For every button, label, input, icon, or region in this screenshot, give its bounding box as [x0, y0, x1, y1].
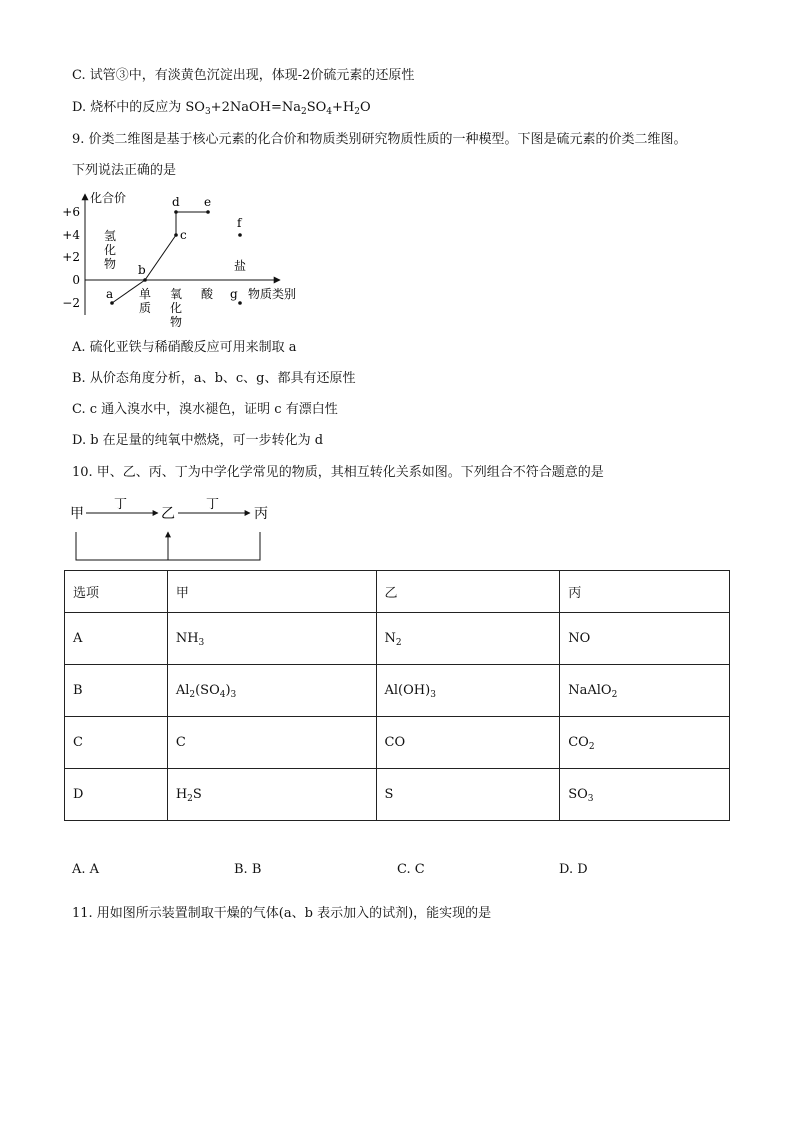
cell-jia: $NH_3$ — [167, 613, 376, 665]
point-b — [143, 278, 147, 282]
point-g — [238, 301, 242, 305]
cell-bing: NO — [560, 613, 730, 665]
point-label-b: b — [138, 263, 146, 277]
cell-bing: NaAlO$_2$ — [560, 665, 730, 717]
category-oxide: 氧化物 — [169, 287, 183, 329]
node-bing: 丙 — [254, 506, 268, 522]
arrow-label-ding-2: 丁 — [206, 498, 220, 512]
y-tick-minus2: −2 — [62, 296, 80, 310]
node-jia: 甲 — [70, 506, 84, 522]
valence-class-chart — [60, 190, 320, 330]
category-salt: 盐 — [233, 259, 247, 273]
q9-stem-line2: 下列说法正确的是 — [72, 163, 177, 178]
cell-jia: C — [167, 717, 376, 769]
conversion-diagram — [64, 498, 284, 568]
point-f — [238, 233, 242, 237]
header-option: 选项 — [65, 571, 168, 613]
category-hydride: 氢化物 — [103, 229, 117, 271]
table-row — [65, 717, 730, 769]
q8-option-c: C. 试管③中，有淡黄色沉淀出现，体现-2价硫元素的还原性 — [72, 68, 415, 83]
cell-option: D — [65, 769, 168, 821]
header-bing: 丙 — [560, 571, 730, 613]
point-a — [110, 301, 114, 305]
q10-options-table — [64, 570, 730, 821]
cell-option: A — [65, 613, 168, 665]
cell-yi: S — [376, 769, 560, 821]
y-tick-plus6: +6 — [62, 205, 80, 219]
point-label-g: g — [230, 287, 238, 301]
point-label-f: f — [237, 216, 242, 230]
header-jia: 甲 — [167, 571, 376, 613]
cell-yi: CO — [376, 717, 560, 769]
q9-option-b: B. 从价态角度分析，a、b、c、g、都具有还原性 — [72, 371, 356, 386]
q10-answer-a: A. A — [72, 862, 100, 877]
point-label-a: a — [106, 287, 114, 301]
point-label-c: c — [180, 228, 187, 242]
valence-path-line — [112, 212, 208, 303]
cell-yi: $Al(OH)_3$ — [376, 665, 560, 717]
point-c — [174, 233, 178, 237]
y-tick-plus2: +2 — [62, 250, 80, 264]
y-tick-plus4: +4 — [62, 228, 80, 242]
x-axis-label: 物质类别 — [248, 287, 297, 301]
category-element: 单质 — [138, 287, 152, 315]
q10-answer-c: C. C — [397, 862, 425, 877]
table-row — [65, 665, 730, 717]
table-header-row — [65, 571, 730, 613]
table-row — [65, 613, 730, 665]
cell-yi: $N_2$ — [376, 613, 560, 665]
point-d — [174, 210, 178, 214]
point-label-d: d — [172, 195, 180, 209]
q8-option-d — [72, 99, 371, 117]
point-label-e: e — [204, 195, 212, 209]
q10-answer-b: B. B — [234, 862, 262, 877]
q9-option-a: A. 硫化亚铁与稀硝酸反应可用来制取 a — [72, 340, 297, 355]
q10-stem: 10. 甲、乙、丙、丁为中学化学常见的物质，其相互转化关系如图。下列组合不符合题意的是 — [72, 465, 604, 480]
cell-bing: $CO_2$ — [560, 717, 730, 769]
cell-option: B — [65, 665, 168, 717]
y-tick-zero: 0 — [72, 273, 80, 287]
node-yi: 乙 — [161, 506, 175, 522]
q8-option-d-equation: $SO_3+2NaOH=Na_2SO_4+H_2O$ — [185, 100, 371, 117]
q8-option-d-prefix: D. 烧杯中的反应为 — [72, 100, 186, 115]
table-row — [65, 769, 730, 821]
cell-bing: $SO_3$ — [560, 769, 730, 821]
header-yi: 乙 — [376, 571, 560, 613]
cell-jia: $H_2S$ — [167, 769, 376, 821]
q9-stem-line1: 9. 价类二维图是基于核心元素的化合价和物质类别研究物质性质的一种模型。下图是硫元素的价类二维图。 — [72, 132, 687, 147]
cell-option: C — [65, 717, 168, 769]
y-axis-label: 化合价 — [90, 191, 127, 205]
arrow-label-ding-1: 丁 — [114, 498, 128, 512]
q9-option-c: C. c 通入溴水中，溴水褪色，证明 c 有漂白性 — [72, 402, 338, 417]
category-acid: 酸 — [200, 287, 214, 301]
q10-answer-d: D. D — [559, 862, 588, 877]
q9-option-d: D. b 在足量的纯氧中燃烧，可一步转化为 d — [72, 433, 324, 448]
q11-stem: 11. 用如图所示装置制取干燥的气体(a、b 表示加入的试剂)，能实现的是 — [72, 906, 492, 921]
point-e — [206, 210, 210, 214]
cell-jia: $Al_2(SO_4)_3$ — [167, 665, 376, 717]
